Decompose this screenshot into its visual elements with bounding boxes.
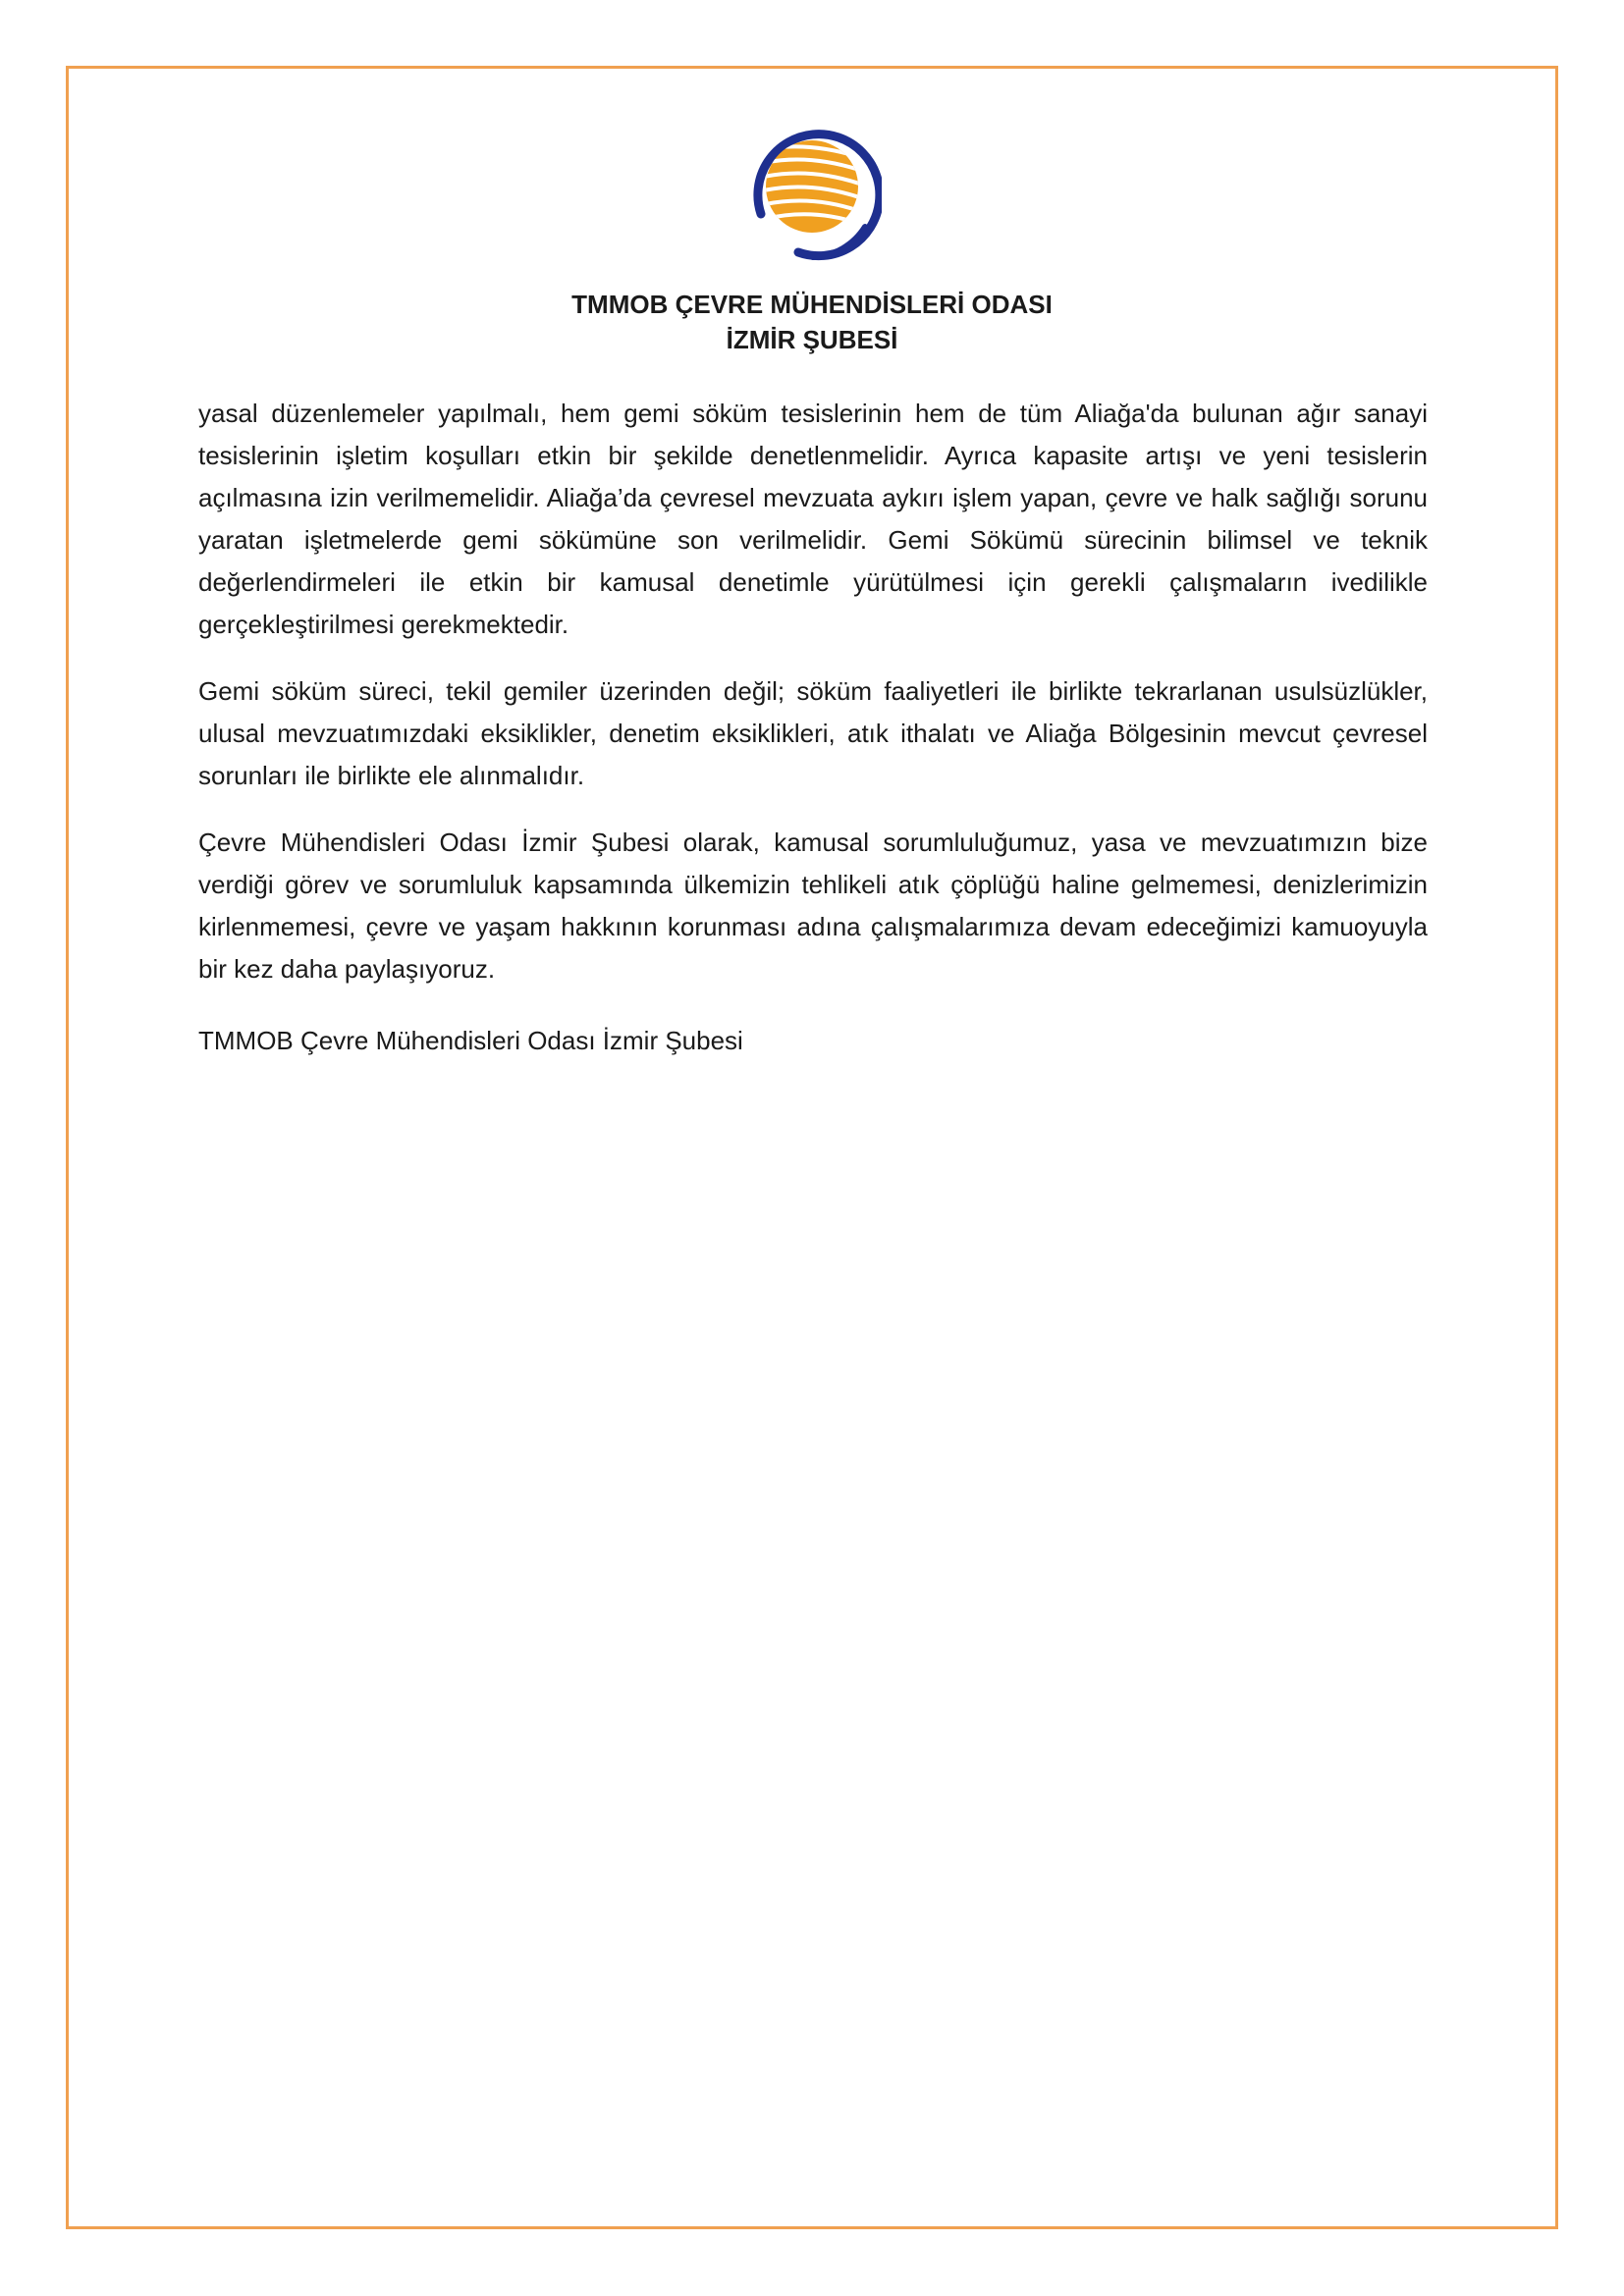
page-border xyxy=(66,66,1558,2229)
paragraph: Çevre Mühendisleri Odası İzmir Şubesi olarak, kamusal sorumluluğumuz, yasa ve mevzuatımızın bize verdiği görev ve sorumluluk kapsamında ülkemizin tehlikeli atık çöplüğü haline gelmemesi, denizlerimizin kirlenmemesi, çevre ve yaşam hakkının korunması adına çalışmalarımıza devam edeceğimizi kamuoyuyla bir kez daha paylaşıyoruz. xyxy=(198,828,1428,984)
document-body xyxy=(198,393,1428,1087)
organization-logo-icon xyxy=(739,121,882,263)
letterhead-organization: TMMOB ÇEVRE MÜHENDİSLERİ ODASI xyxy=(571,290,1053,319)
letterhead-branch: İZMİR ŞUBESİ xyxy=(726,325,898,354)
signature: TMMOB Çevre Mühendisleri Odası İzmir Şubesi xyxy=(198,1026,743,1055)
paragraph: yasal düzenlemeler yapılmalı, hem gemi söküm tesislerinin hem de tüm Aliağa'da bulunan ağır sanayi tesislerinin işletim koşulları etkin bir şekilde denetlenmelidir. Ayrıca kapasite artışı ve yeni tesislerin açılmasına izin verilmemelidir. Aliağa’da çevresel mevzuata aykırı işlem yapan, çevre ve halk sağlığı sorunu yaratan işletmelerde gemi sökümüne son verilmelidir. Gemi Sökümü sürecinin bilimsel ve teknik değerlendirmeleri ile etkin bir kamusal denetimle yürütülmesi için gerekli çalışmaların ivedilikle gerçekleştirilmesi gerekmektedir. xyxy=(198,399,1428,639)
paragraph: Gemi söküm süreci, tekil gemiler üzerinden değil; söküm faaliyetleri ile birlikte tekrarlanan usulsüzlükler, ulusal mevzuatımızdaki eksiklikler, denetim eksiklikleri, atık ithalatı ve Aliağa Bölgesinin mevcut çevresel sorunları ile birlikte ele alınmalıdır. xyxy=(198,676,1428,790)
letterhead xyxy=(0,287,1624,357)
